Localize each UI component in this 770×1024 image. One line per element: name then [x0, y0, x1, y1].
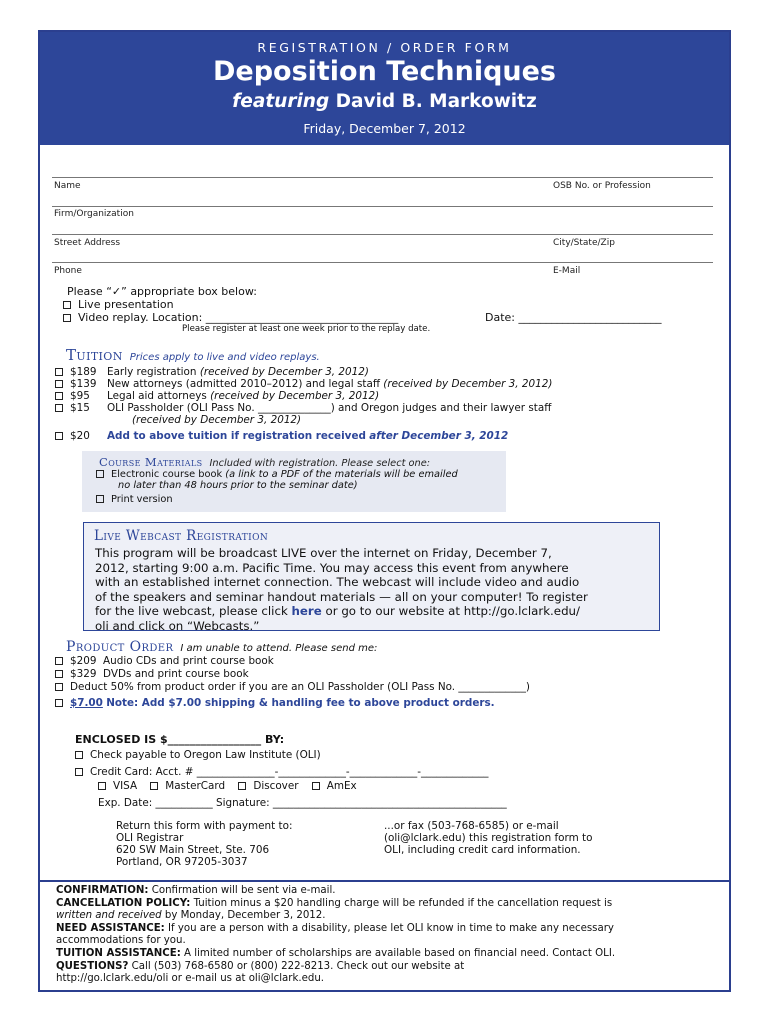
product-cd [55, 655, 274, 668]
fax-line-2: (oli@lclark.edu) this registration form to [384, 832, 593, 844]
page-title: Deposition Techniques [212, 56, 557, 87]
live-label: Live presentation [78, 298, 174, 311]
card-types [98, 780, 357, 793]
questions-text: Call (503) 768-6580 or (800) 222-8213. Check out our website at [131, 961, 465, 972]
phone-label: Phone [54, 266, 82, 276]
tuition-subhead: Prices apply to live and video replays. [129, 352, 320, 363]
credit-option [75, 766, 489, 779]
presenter-name: David B. Markowitz [335, 91, 537, 112]
tuition-heading: Tuition [66, 346, 123, 364]
early-checkbox[interactable] [55, 368, 63, 376]
webcast-heading: Live Webcast Registration [94, 528, 269, 544]
tuition-assistance-note [56, 948, 615, 961]
deduct-checkbox[interactable] [55, 683, 63, 691]
legal-aid-note: (received by December 3, 2012) [210, 390, 380, 402]
webcast-here-link[interactable]: here [291, 604, 322, 618]
cd-checkbox[interactable] [55, 657, 63, 665]
confirmation-note [56, 885, 336, 898]
name-line[interactable] [52, 177, 713, 178]
electronic-checkbox[interactable] [96, 470, 104, 478]
cd-label: $209 Audio CDs and print course book [70, 655, 274, 667]
product-subhead: I am unable to attend. Please send me: [180, 643, 378, 654]
webcast-box [83, 522, 660, 631]
assistance-text: If you are a person with a disability, please let OLI know in time to make any necessary [168, 923, 614, 934]
late-note: after December 3, 2012 [369, 430, 509, 442]
electronic-label: Electronic course book [111, 469, 223, 480]
osb-label: OSB No. or Profession [553, 181, 651, 191]
webcast-line-5 [95, 604, 655, 619]
webcast-line-5-post: or go to our website at http://go.lclark.edu/ [325, 604, 581, 618]
return-line-1: Return this form with payment to: [116, 820, 293, 832]
video-checkbox[interactable] [63, 314, 71, 322]
tuition-assistance-text: A limited number of scholarships are available based on financial need. Contact OLI. [184, 948, 616, 959]
new-text: New attorneys (admitted 2010–2012) and legal staff [107, 378, 380, 390]
confirmation-text: Confirmation will be sent via e-mail. [151, 885, 336, 896]
firm-label: Firm/Organization [54, 209, 134, 219]
tuition-row-passholder [55, 402, 551, 415]
tuition-assistance-label: TUITION ASSISTANCE: [56, 948, 181, 959]
shipping-price: $7.00 [70, 697, 103, 709]
discover-label: Discover [253, 780, 299, 792]
webcast-line-6: oli and click on “Webcasts.” [95, 618, 260, 633]
cancellation-note [56, 898, 612, 911]
questions-label: QUESTIONS? [56, 961, 129, 972]
check-option [75, 749, 321, 762]
credit-checkbox[interactable] [75, 768, 83, 776]
amex-label: AmEx [326, 780, 357, 792]
featuring-word: featuring [232, 91, 330, 112]
replay-note: Please register at least one week prior to the replay date. [182, 324, 431, 334]
late-checkbox[interactable] [55, 432, 63, 440]
tuition-row-late [55, 430, 508, 443]
return-line-2: OLI Registrar [116, 832, 184, 844]
print-label: Print version [111, 494, 173, 505]
late-price: $20 [70, 430, 90, 442]
mastercard-label: MasterCard [165, 780, 226, 792]
phone-line[interactable] [52, 262, 713, 263]
early-text: Early registration [107, 366, 197, 378]
check-mark-icon: ✓ [111, 285, 122, 298]
page-subtitle [40, 91, 729, 112]
email-label: E-Mail [553, 266, 581, 276]
event-date: Friday, December 7, 2012 [303, 121, 466, 136]
cancellation-text: Tuition minus a $20 handling charge will be refunded if the cancellation request is [193, 898, 613, 909]
print-checkbox[interactable] [96, 495, 104, 503]
return-line-3: 620 SW Main Street, Ste. 706 [116, 844, 270, 856]
electronic-option [96, 469, 458, 480]
replay-date[interactable]: Date: __________________________ [485, 311, 662, 324]
live-option [63, 298, 174, 311]
electronic-note-2: no later than 48 hours prior to the seminar date) [118, 480, 358, 491]
new-attorney-checkbox[interactable] [55, 380, 63, 388]
live-checkbox[interactable] [63, 301, 71, 309]
legal-aid-checkbox[interactable] [55, 392, 63, 400]
course-materials-subhead: Included with registration. Please select one: [209, 458, 431, 469]
exp-signature-field[interactable]: Exp. Date: ___________ Signature: _____________________________________________ [98, 797, 507, 809]
fax-line-1: ...or fax (503-768-6585) or e-mail [384, 820, 559, 832]
attendance-prompt [67, 285, 257, 298]
assistance-note [56, 923, 614, 936]
city-label: City/State/Zip [553, 238, 615, 248]
visa-label: VISA [113, 780, 138, 792]
passholder-checkbox[interactable] [55, 404, 63, 412]
fax-instructions [384, 820, 592, 856]
course-materials-box [82, 451, 506, 512]
header-banner [40, 32, 729, 145]
passholder-price: $15 [70, 402, 90, 414]
video-label: Video replay. Location: ___________________________________ [78, 311, 399, 324]
cancellation-italic: written and received [56, 910, 162, 921]
prompt-pre: Please “ [67, 285, 112, 298]
shipping-checkbox[interactable] [55, 699, 63, 707]
confirmation-label: CONFIRMATION: [56, 885, 149, 896]
legal-aid-text: Legal aid attorneys [107, 390, 207, 402]
discover-checkbox[interactable] [238, 782, 246, 790]
new-note: (received by December 3, 2012) [383, 378, 553, 390]
tuition-heading-row [66, 346, 320, 367]
street-line[interactable] [52, 234, 713, 235]
product-shipping [55, 697, 495, 710]
questions-note-2: http://go.lclark.edu/oli or e-mail us at oli@lclark.edu. [56, 973, 325, 984]
dvd-label: $329 DVDs and print course book [70, 668, 249, 680]
shipping-text: Note: Add $7.00 shipping & handling fee to above product orders. [106, 697, 495, 709]
dvd-checkbox[interactable] [55, 670, 63, 678]
cancellation-note-2 [56, 910, 326, 923]
early-note: (received by December 3, 2012) [199, 366, 369, 378]
webcast-line-5-pre: for the live webcast, please click [95, 604, 288, 618]
electronic-note-1: (a link to a PDF of the materials will be emailed [225, 469, 458, 480]
passholder-text: OLI Passholder (OLI Pass No. ______________) and Oregon judges and their lawyer staff [107, 402, 552, 414]
form-supertitle: REGISTRATION / ORDER FORM [257, 40, 512, 55]
cancellation-label: CANCELLATION POLICY: [56, 898, 191, 909]
fax-line-3: OLI, including credit card information. [384, 844, 581, 856]
passholder-note: (received by December 3, 2012) [132, 414, 302, 426]
amex-checkbox[interactable] [312, 782, 320, 790]
return-address [116, 820, 292, 868]
check-checkbox[interactable] [75, 751, 83, 759]
new-price: $139 [70, 378, 97, 390]
credit-account-field[interactable]: Credit Card: Acct. # _______________-_____________-_____________-_____________ [90, 766, 489, 778]
assistance-note-2: accommodations for you. [56, 935, 186, 946]
webcast-description [95, 546, 655, 633]
mastercard-checkbox[interactable] [150, 782, 158, 790]
enclosed-amount[interactable]: ENCLOSED IS $_________________ BY: [75, 733, 285, 746]
webcast-line-4: of the speakers and seminar handout materials — all on your computer! To register [95, 589, 588, 604]
legal-aid-price: $95 [70, 390, 90, 402]
course-materials-heading: Course Materials [99, 455, 203, 469]
firm-line[interactable] [52, 206, 713, 207]
product-deduct [55, 681, 530, 694]
street-label: Street Address [54, 238, 121, 248]
name-label: Name [54, 181, 81, 191]
product-dvd [55, 668, 249, 681]
webcast-line-1: This program will be broadcast LIVE over the internet on Friday, December 7, [95, 546, 552, 560]
questions-note [56, 961, 464, 974]
cancellation-text-2: by Monday, December 3, 2012. [164, 910, 326, 921]
print-option [96, 494, 173, 505]
deduct-label: Deduct 50% from product order if you are an OLI Passholder (OLI Pass No. _____________) [70, 681, 530, 693]
return-line-4: Portland, OR 97205-3037 [116, 856, 248, 868]
assistance-label: NEED ASSISTANCE: [56, 923, 165, 934]
webcast-line-2: 2012, starting 9:00 a.m. Pacific Time. You may access this event from anywhere [95, 560, 569, 575]
check-label: Check payable to Oregon Law Institute (OLI) [90, 749, 321, 761]
prompt-post: ” appropriate box below: [121, 285, 257, 298]
visa-checkbox[interactable] [98, 782, 106, 790]
webcast-line-3: with an established internet connection. The webcast will include video and audio [95, 575, 580, 589]
product-heading: Product Order [66, 639, 174, 655]
late-text: Add to above tuition if registration received [107, 430, 366, 442]
early-price: $189 [70, 366, 97, 378]
footer-info [40, 880, 729, 990]
